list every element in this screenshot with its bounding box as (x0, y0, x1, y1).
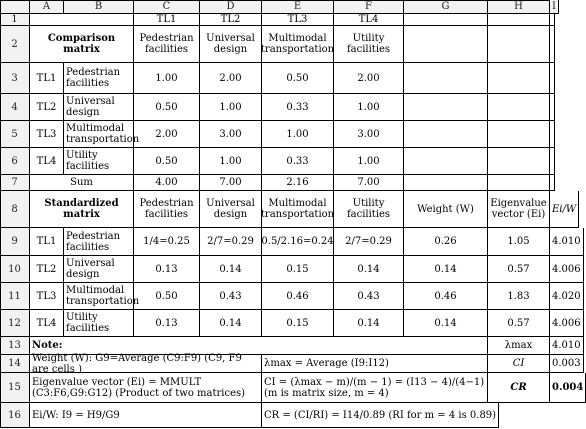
cell-empty[interactable] (488, 63, 550, 94)
cell-tl-code[interactable]: TL2 (30, 94, 64, 121)
cell-standardized-value[interactable]: 0.57 (488, 310, 550, 337)
cell-comparison-value[interactable]: 1.00 (200, 148, 262, 175)
cell-tl-name-header[interactable]: Universal design (200, 26, 262, 63)
row-header-10[interactable]: 10 (0, 256, 30, 283)
cell-H2[interactable] (488, 26, 550, 63)
cell-empty[interactable] (550, 175, 555, 191)
cell-standardized-value[interactable]: 0.15 (262, 310, 334, 337)
row-header-13[interactable]: 13 (0, 337, 30, 355)
cell-tl-name[interactable]: Multimodal transportation (64, 283, 134, 310)
ei-w-header[interactable]: Ei/W (550, 191, 579, 228)
cell-standardized-value[interactable]: 0.14 (404, 310, 488, 337)
cell-tl-name-header[interactable]: Universal design (200, 191, 262, 228)
cell-tl-code[interactable]: TL1 (30, 63, 64, 94)
cell-comparison-value[interactable]: 1.00 (262, 121, 334, 148)
cell-tl-code[interactable]: TL1 (30, 228, 64, 256)
cell-standardized-value[interactable]: 1.83 (488, 283, 550, 310)
cell-comparison-value[interactable]: 1.00 (334, 94, 404, 121)
row-header-16[interactable]: 16 (0, 403, 30, 428)
corner-cell[interactable] (0, 0, 30, 14)
cell-comparison-value[interactable]: 0.50 (134, 148, 200, 175)
column-header-B[interactable]: B (64, 0, 134, 14)
eigenvector-header[interactable]: Eigenvalue vector (Ei) (488, 191, 550, 228)
cell-tl-name[interactable]: Multimodal transportation (64, 121, 134, 148)
cell-comparison-value[interactable]: 2.00 (200, 63, 262, 94)
cell-standardized-value[interactable]: 0.14 (334, 256, 404, 283)
cell-comparison-value[interactable]: 3.00 (334, 121, 404, 148)
note-label[interactable]: Note: (30, 337, 488, 355)
cell-tl-name[interactable]: Pedestrian facilities (64, 228, 134, 256)
row-header-5[interactable]: 5 (0, 121, 30, 148)
cell-standardized-value[interactable]: 2/7=0.29 (334, 228, 404, 256)
cell-standardized-value[interactable]: 0.50 (134, 283, 200, 310)
cell-standardized-value[interactable]: 1.05 (488, 228, 550, 256)
row-header-2[interactable]: 2 (0, 26, 30, 63)
cell-sum-value[interactable]: 4.00 (134, 175, 200, 191)
column-header-G[interactable]: G (404, 0, 488, 14)
cell-tl-name-header[interactable]: Multimodal transportation (262, 191, 334, 228)
cell-standardized-value[interactable]: 4.010 (550, 228, 584, 256)
cell-comparison-value[interactable]: 0.33 (262, 148, 334, 175)
cell-tl-code[interactable]: TL2 (30, 256, 64, 283)
cell-empty[interactable] (488, 121, 550, 148)
cell-tl-name[interactable]: Utility facilities (64, 148, 134, 175)
cell-standardized-value[interactable]: 0.46 (262, 283, 334, 310)
cell-sum-value[interactable]: 7.00 (334, 175, 404, 191)
cell-standardized-value[interactable]: 0.14 (404, 256, 488, 283)
sum-label[interactable]: Sum (30, 175, 134, 191)
note-lambda-formula[interactable]: λmax = Average (I9:I12) (262, 355, 488, 373)
cell-empty[interactable] (404, 63, 488, 94)
cell-tl-name-header[interactable]: Pedestrian facilities (134, 191, 200, 228)
cell-empty[interactable] (404, 148, 488, 175)
cell-tl-code[interactable]: TL3 (30, 283, 64, 310)
cell-standardized-value[interactable]: 0.15 (262, 256, 334, 283)
comparison-matrix-title[interactable]: Comparison matrix (30, 26, 134, 63)
cell-comparison-value[interactable]: 3.00 (200, 121, 262, 148)
cell-tl-name[interactable]: Universal design (64, 256, 134, 283)
note-eigenvector-formula[interactable]: Eigenvalue vector (Ei) = MMULT (C3:F6,G9:G12) (Product of two matrices) (30, 373, 262, 403)
cell-standardized-value[interactable]: 0.43 (200, 283, 262, 310)
cell-standardized-value[interactable]: 0.43 (334, 283, 404, 310)
cell-standardized-value[interactable]: 0.13 (134, 256, 200, 283)
cell-comparison-value[interactable]: 0.33 (262, 94, 334, 121)
cell-tl-code[interactable]: TL3 (30, 121, 64, 148)
cell-standardized-value[interactable]: 2/7=0.29 (200, 228, 262, 256)
note-ei-w-formula[interactable]: Ei/W: I9 = H9/G9 (30, 403, 262, 428)
cell-standardized-value[interactable]: 0.57 (488, 256, 550, 283)
cell-empty[interactable] (488, 148, 550, 175)
weight-header[interactable]: Weight (W) (404, 191, 488, 228)
column-header-A[interactable]: A (30, 0, 64, 14)
cell-tl-name-header[interactable]: Utility facilities (334, 191, 404, 228)
cell-comparison-value[interactable]: 2.00 (134, 121, 200, 148)
cell-comparison-value[interactable]: 0.50 (262, 63, 334, 94)
note-weight-formula[interactable]: Weight (W): G9=Average (C9:F9) (C9, F9 are cells ) (30, 355, 262, 373)
row-header-9[interactable]: 9 (0, 228, 30, 256)
cell-G1[interactable] (404, 14, 488, 26)
cell-standardized-value[interactable]: 4.006 (550, 310, 584, 337)
lambda-max-label[interactable]: λmax (488, 337, 550, 355)
cell-tl-name[interactable]: Pedestrian facilities (64, 63, 134, 94)
cell-standardized-value[interactable]: 4.020 (550, 283, 584, 310)
row-header-15[interactable]: 15 (0, 373, 30, 403)
cell-empty[interactable] (404, 94, 488, 121)
cell-empty[interactable] (550, 121, 555, 148)
cell-tl-name-header[interactable]: Multimodal transportation (262, 26, 334, 63)
cell-standardized-value[interactable]: 4.006 (550, 256, 584, 283)
row-header-8[interactable]: 8 (0, 191, 30, 228)
cell-tl-code-header[interactable]: TL3 (262, 14, 334, 26)
cell-standardized-value[interactable]: 0.14 (200, 310, 262, 337)
cell-sum-value[interactable]: 2.16 (262, 175, 334, 191)
cell-standardized-value[interactable]: 0.14 (334, 310, 404, 337)
cell-tl-code-header[interactable]: TL2 (200, 14, 262, 26)
cell-standardized-value[interactable]: 0.14 (200, 256, 262, 283)
row-header-11[interactable]: 11 (0, 283, 30, 310)
cell-tl-name[interactable]: Universal design (64, 94, 134, 121)
row-header-12[interactable]: 12 (0, 310, 30, 337)
ci-value[interactable]: 0.003 (550, 355, 584, 373)
cell-comparison-value[interactable]: 1.00 (200, 94, 262, 121)
note-ci-formula[interactable]: CI = (λmax − m)/(m − 1) = (I13 − 4)/(4−1) (m is matrix size, m = 4) (262, 373, 488, 403)
cell-empty[interactable] (550, 94, 555, 121)
cell-empty[interactable] (550, 63, 555, 94)
row-header-7[interactable]: 7 (0, 175, 30, 191)
row-header-1[interactable]: 1 (0, 14, 30, 26)
column-header-C[interactable]: C (134, 0, 200, 14)
ci-label[interactable]: CI (488, 355, 550, 373)
cell-tl-code[interactable]: TL4 (30, 148, 64, 175)
cell-H1[interactable] (488, 14, 550, 26)
column-header-E[interactable]: E (262, 0, 334, 14)
cell-sum-value[interactable]: 7.00 (200, 175, 262, 191)
cell-standardized-value[interactable]: 0.46 (404, 283, 488, 310)
cell-comparison-value[interactable]: 1.00 (334, 148, 404, 175)
column-header-D[interactable]: D (200, 0, 262, 14)
cell-empty[interactable] (550, 148, 555, 175)
cell-standardized-value[interactable]: 0.13 (134, 310, 200, 337)
column-header-F[interactable]: F (334, 0, 404, 14)
cell-I2[interactable] (550, 26, 555, 63)
note-cr-formula[interactable]: CR = (CI/RI) = I14/0.89 (RI for m = 4 is 0.89) (262, 403, 499, 428)
cell-standardized-value[interactable]: 0.5/2.16=0.24 (262, 228, 334, 256)
cell-tl-code-header[interactable]: TL1 (134, 14, 200, 26)
lambda-max-value[interactable]: 4.010 (550, 337, 584, 355)
cell-comparison-value[interactable]: 0.50 (134, 94, 200, 121)
cell-tl-name-header[interactable]: Utility facilities (334, 26, 404, 63)
cell-empty[interactable] (488, 175, 550, 191)
column-header-I[interactable]: I (550, 0, 559, 14)
cell-G2[interactable] (404, 26, 488, 63)
cell-tl-name[interactable]: Utility facilities (64, 310, 134, 337)
cell-empty[interactable] (404, 121, 488, 148)
cell-standardized-value[interactable]: 1/4=0.25 (134, 228, 200, 256)
cell-comparison-value[interactable]: 1.00 (134, 63, 200, 94)
cell-tl-code[interactable]: TL4 (30, 310, 64, 337)
standardized-matrix-title[interactable]: Standardized matrix (30, 191, 134, 228)
row-header-6[interactable]: 6 (0, 148, 30, 175)
row-header-4[interactable]: 4 (0, 94, 30, 121)
cell-I1[interactable] (550, 14, 555, 26)
cell-tl-name-header[interactable]: Pedestrian facilities (134, 26, 200, 63)
row-header-14[interactable]: 14 (0, 355, 30, 373)
cell-standardized-value[interactable]: 0.26 (404, 228, 488, 256)
cell-tl-code-header[interactable]: TL4 (334, 14, 404, 26)
cr-value[interactable]: 0.004 (550, 373, 586, 403)
column-header-H[interactable]: H (488, 0, 550, 14)
cell-A1-B1[interactable] (30, 14, 134, 26)
row-header-3[interactable]: 3 (0, 63, 30, 94)
cr-label[interactable]: CR (488, 373, 550, 403)
cell-comparison-value[interactable]: 2.00 (334, 63, 404, 94)
cell-empty[interactable] (404, 175, 488, 191)
cell-empty[interactable] (488, 94, 550, 121)
